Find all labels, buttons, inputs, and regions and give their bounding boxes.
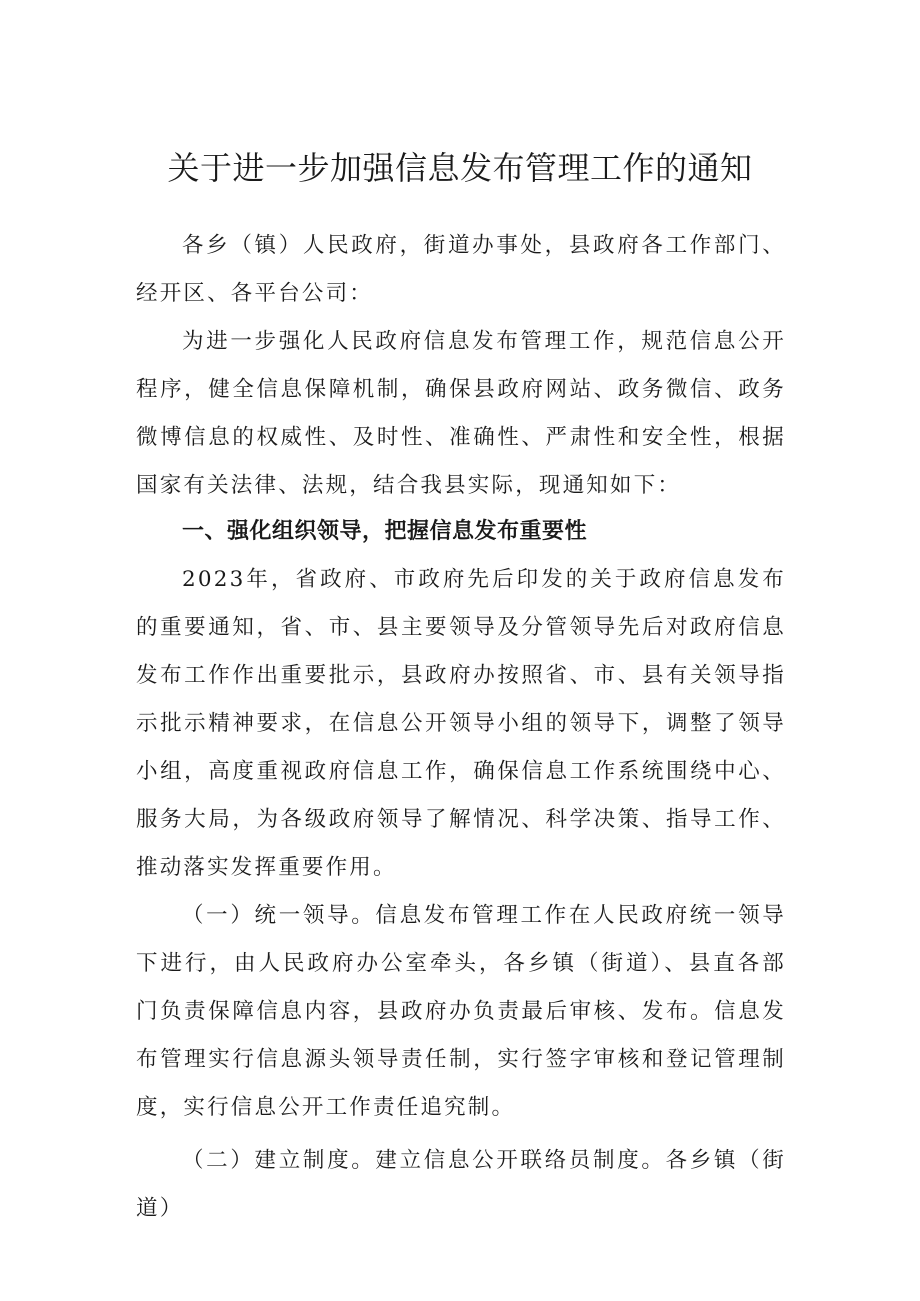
item-1-paragraph: （一）统一领导。信息发布管理工作在人民政府统一领导下进行，由人民政府办公室牵头，各乡镇（街道）、县直各部门负责保障信息内容，县政府办负责最后审核、发布。信息发布管理实行信息源头领导责任制，实行签字审核和登记管理制度，实行信息公开工作责任追究制。 <box>136 903 786 1120</box>
intro-paragraph: 为进一步强化人民政府信息发布管理工作，规范信息公开程序，健全信息保障机制，确保县政府网站、政务微信、政务微博信息的权威性、及时性、准确性、严肃性和安全性，根据国家有关法律、法规，结合我县实际，现通知如下： <box>136 329 786 498</box>
salutation-paragraph: 各乡（镇）人民政府，街道办事处，县政府各工作部门、经开区、各平台公司： <box>136 233 786 306</box>
item-2-paragraph: （二）建立制度。建立信息公开联络员制度。各乡镇（街道） <box>136 1148 786 1221</box>
document-title: 关于进一步加强信息发布管理工作的通知 <box>167 149 753 187</box>
section-heading-1: 一、强化组织领导，把握信息发布重要性 <box>182 519 588 544</box>
section-1-body-paragraph: 2023年，省政府、市政府先后印发的关于政府信息发布的重要通知，省、市、县主要领导及分管领导先后对政府信息发布工作作出重要批示，县政府办按照省、市、县有关领导指示批示精神要求，在信息公开领导小组的领导下，调整了领导小组，高度重视政府信息工作，确保信息工作系统围绕中心、服务大局，为各级政府领导了解情况、科学决策、指导工作、推动落实发挥重要作用。 <box>136 567 786 880</box>
